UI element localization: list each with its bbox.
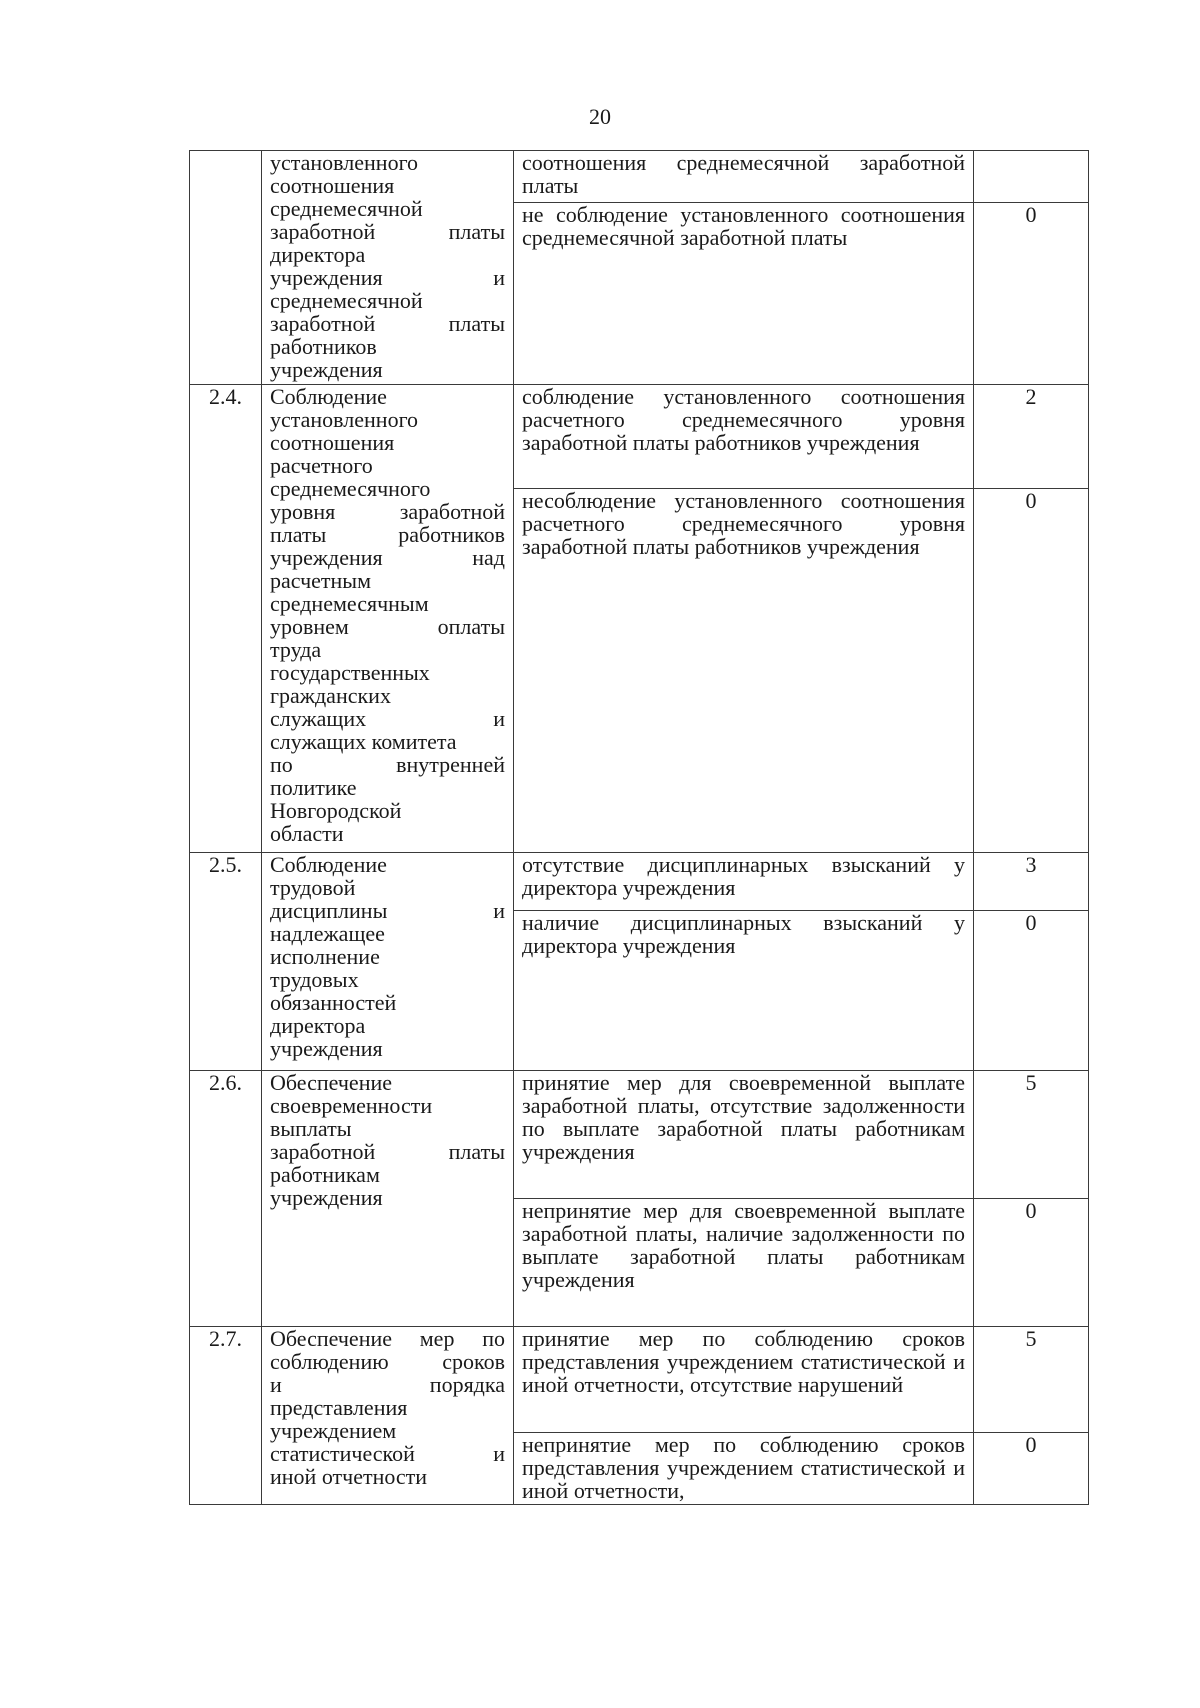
condition-text: непринятие мер для своевременной выплате заработной платы, наличие задолженности по выплате заработной платы работникам учреждения bbox=[514, 1199, 974, 1327]
condition-text: не соблюдение установленного соотношения среднемесячной заработной платы bbox=[514, 203, 974, 385]
score-value: 0 bbox=[974, 1199, 1089, 1327]
table-row bbox=[190, 853, 1089, 911]
condition-text: непринятие мер по соблюдению сроков представления учреждением статистической и иной отчетности, bbox=[514, 1433, 974, 1505]
score-value bbox=[974, 151, 1089, 203]
score-value: 0 bbox=[974, 1433, 1089, 1505]
score-value: 3 bbox=[974, 853, 1089, 911]
criterion-name: Соблюдение трудовой дисциплины и надлежащее исполнение трудовых обязанностей директора учреждения bbox=[262, 853, 514, 1071]
score-value: 5 bbox=[974, 1071, 1089, 1199]
score-value: 2 bbox=[974, 385, 1089, 489]
condition-text: принятие мер по соблюдению сроков представления учреждением статистической и иной отчетности, отсутствие нарушений bbox=[514, 1327, 974, 1433]
criterion-number: 2.4. bbox=[190, 385, 262, 853]
score-value: 0 bbox=[974, 203, 1089, 385]
criterion-number: 2.5. bbox=[190, 853, 262, 1071]
table-row bbox=[190, 151, 1089, 203]
criterion-name: Соблюдение установленного соотношения расчетного среднемесячного уровня заработной платы работников учреждения над расчетным среднемесячным уровнем оплаты труда государственных гражданских служащих и служащих комитета по внутренней политике Новгородской области bbox=[262, 385, 514, 853]
condition-text: принятие мер для своевременной выплате заработной платы, отсутствие задолженности по выплате заработной платы работникам учреждения bbox=[514, 1071, 974, 1199]
table-row bbox=[190, 1071, 1089, 1199]
criterion-number: 2.7. bbox=[190, 1327, 262, 1505]
condition-text: отсутствие дисциплинарных взысканий у директора учреждения bbox=[514, 853, 974, 911]
condition-text: соблюдение установленного соотношения расчетного среднемесячного уровня заработной платы работников учреждения bbox=[514, 385, 974, 489]
criterion-name: установленного соотношения среднемесячной заработной платы директора учреждения и среднемесячной заработной платы работников учреждения bbox=[262, 151, 514, 385]
score-value: 0 bbox=[974, 911, 1089, 1071]
criterion-number: 2.6. bbox=[190, 1071, 262, 1327]
condition-text: соотношения среднемесячной заработной платы bbox=[514, 151, 974, 203]
table-row bbox=[190, 1327, 1089, 1433]
page-number: 20 bbox=[589, 104, 611, 129]
criteria-table bbox=[189, 150, 1089, 1505]
score-value: 5 bbox=[974, 1327, 1089, 1433]
criterion-name: Обеспечение мер по соблюдению сроков и порядка представления учреждением статистической и иной отчетности bbox=[262, 1327, 514, 1505]
criterion-name: Обеспечение своевременности выплаты заработной платы работникам учреждения bbox=[262, 1071, 514, 1327]
condition-text: несоблюдение установленного соотношения расчетного среднемесячного уровня заработной платы работников учреждения bbox=[514, 489, 974, 853]
criterion-number bbox=[190, 151, 262, 385]
condition-text: наличие дисциплинарных взысканий у директора учреждения bbox=[514, 911, 974, 1071]
table-row bbox=[190, 385, 1089, 489]
score-value: 0 bbox=[974, 489, 1089, 853]
